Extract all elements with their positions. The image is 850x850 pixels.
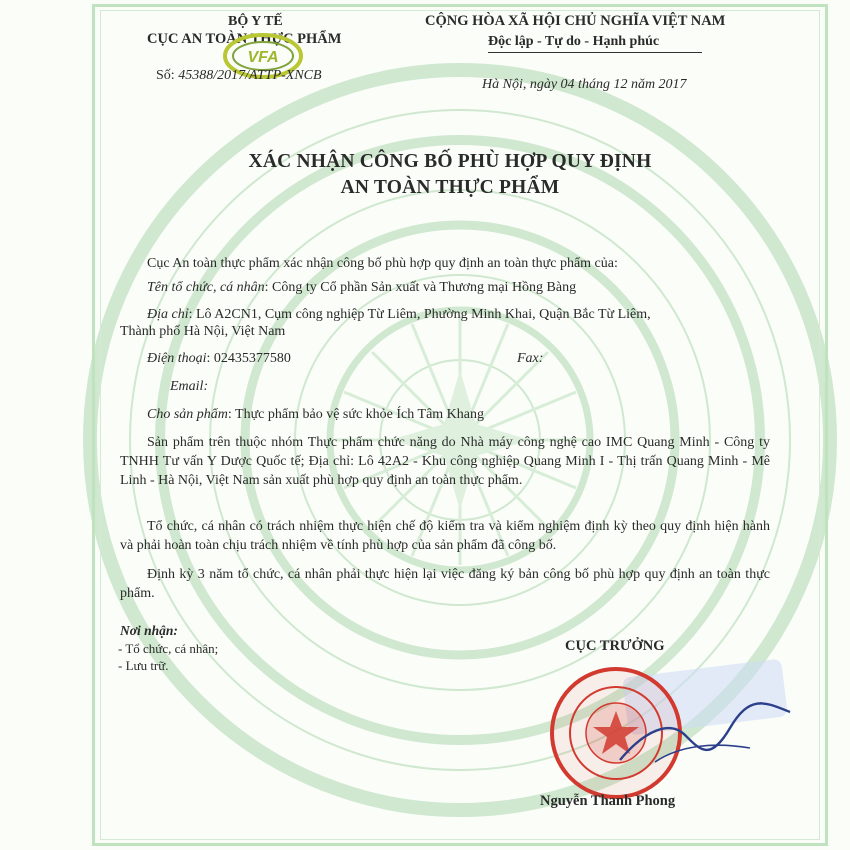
document-title-line2: AN TOÀN THỰC PHẨM: [340, 177, 560, 198]
signatory-position: CỤC TRƯỞNG: [565, 638, 665, 654]
address-label: Địa chỉ: [147, 307, 189, 322]
number-label: Số:: [156, 68, 175, 83]
national-motto: Độc lập - Tự do - Hạnh phúc: [488, 34, 660, 49]
email-label: Email:: [170, 379, 209, 394]
recipient-item-2: - Lưu trữ.: [118, 658, 169, 673]
address-field: [147, 306, 651, 323]
signatory-name: Nguyễn Thanh Phong: [540, 793, 676, 809]
organization-label: Tên tổ chức, cá nhân: [147, 280, 265, 295]
motto-underline: [488, 52, 702, 53]
organization-value: : Công ty Cổ phần Sản xuất và Thương mại Hồng Bàng: [264, 280, 577, 295]
handwritten-signature-icon: [600, 690, 800, 780]
phone-label: Điện thoại: [147, 351, 207, 366]
fax-label: Fax:: [517, 351, 544, 366]
recipients-label: Nơi nhận:: [120, 623, 178, 638]
nation-name: CỘNG HÒA XÃ HỘI CHỦ NGHĨA VIỆT NAM: [425, 13, 726, 29]
logo-text: VFA: [247, 49, 279, 66]
recipient-item-1: - Tổ chức, cá nhân;: [118, 641, 219, 656]
phone-value: : 02435377580: [206, 351, 291, 366]
document-title-line1: XÁC NHẬN CÔNG BỐ PHÙ HỢP QUY ĐỊNH: [248, 151, 652, 172]
organization-field: [147, 279, 576, 296]
product-label: Cho sản phẩm: [147, 407, 228, 422]
ministry-name: BỘ Y TẾ: [228, 14, 283, 29]
paragraph-responsibility: Tổ chức, cá nhân có trách nhiệm thực hiện chế độ kiểm tra và kiểm nghiệm định kỳ theo quy định hiện hành và phải hoàn toàn chịu trách nhiệm về tính phù hợp của sản phẩm đã công bố.: [120, 519, 770, 553]
address-value-line1: : Lô A2CN1, Cụm công nghiệp Từ Liêm, Phường Minh Khai, Quận Bắc Từ Liêm,: [188, 307, 651, 322]
department-name: CỤC AN TOÀN THỰC PHẨM: [147, 31, 342, 47]
address-value-line2: Thành phố Hà Nội, Việt Nam: [120, 324, 286, 339]
number-value: 45388/2017/ATTP-XNCB: [178, 68, 322, 83]
product-field: [147, 406, 484, 423]
issue-date: Hà Nội, ngày 04 tháng 12 năm 2017: [482, 77, 687, 92]
document-number: [156, 67, 322, 84]
paragraph-producer: Sản phẩm trên thuộc nhóm Thực phẩm chức năng do Nhà máy công nghệ cao IMC Quang Minh - Công ty TNHH Tư vấn Y Dược Quốc tế; Địa chỉ: Lô 42A2 - Khu công nghiệp Quang Minh I - Thị trấn Quang Minh - Mê Linh - Hà Nội, Việt Nam sản xuất phù hợp quy định an toàn thực phẩm.: [120, 435, 770, 488]
product-value: : Thực phẩm bảo vệ sức khỏe Ích Tâm Khang: [227, 407, 484, 422]
phone-field: [147, 350, 291, 367]
paragraph-renewal: Định kỳ 3 năm tổ chức, cá nhân phải thực hiện lại việc đăng ký bản công bố phù hợp quy định an toàn thực phẩm.: [120, 567, 770, 601]
intro-text: Cục An toàn thực phẩm xác nhận công bố phù hợp quy định an toàn thực phẩm của:: [147, 256, 618, 271]
